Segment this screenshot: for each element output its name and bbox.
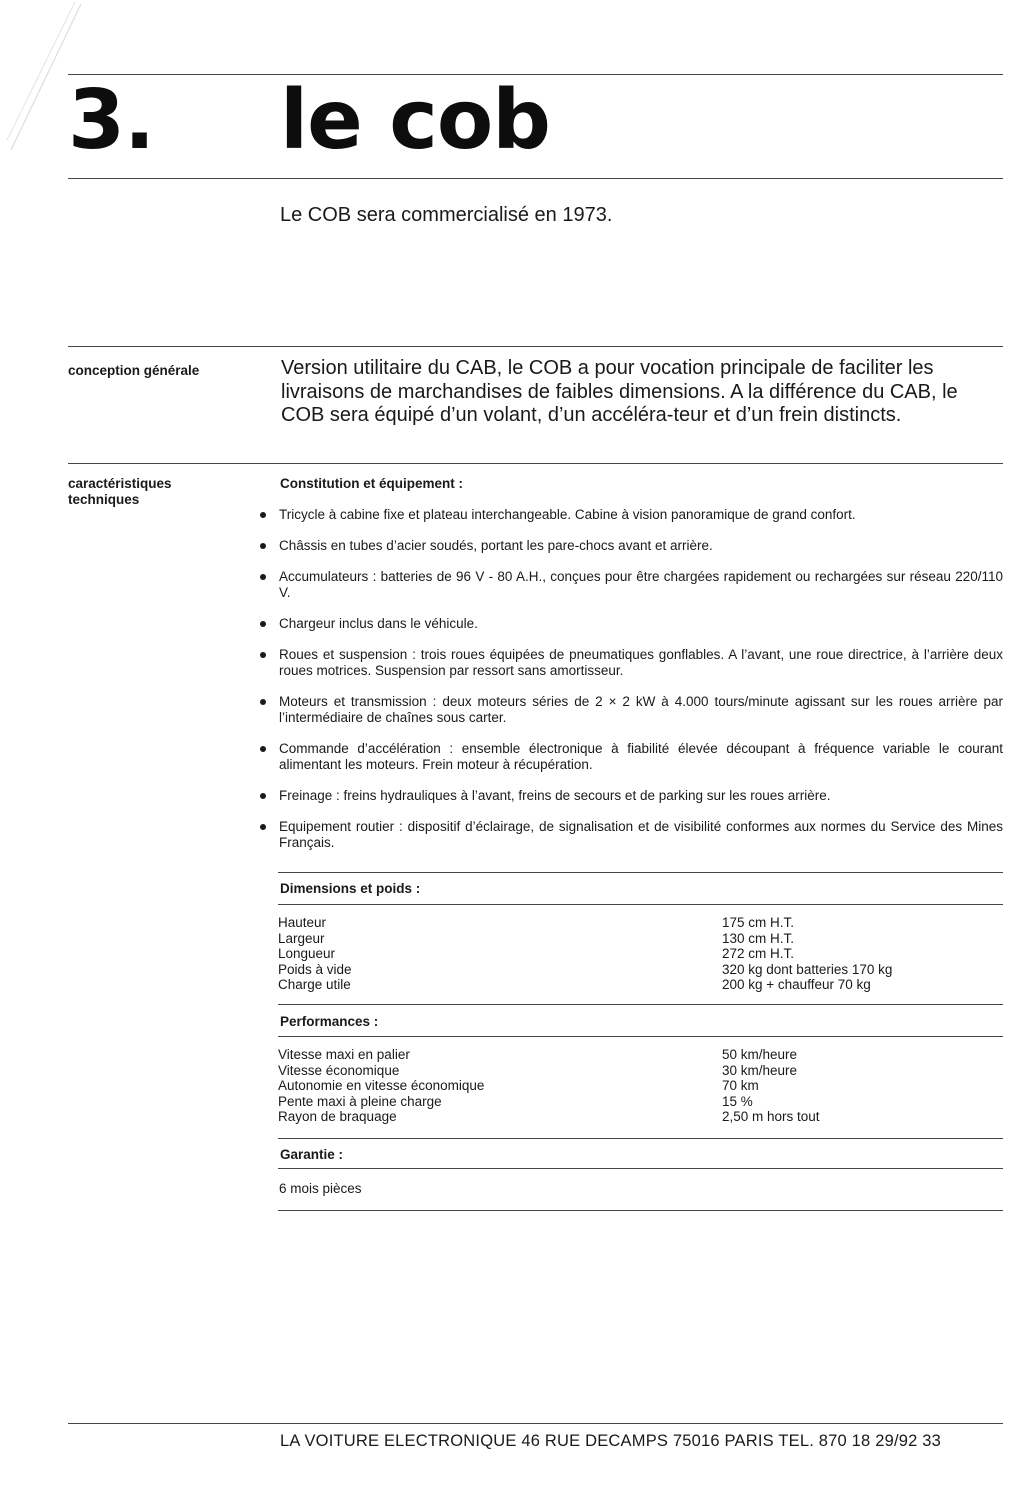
row-label: Rayon de braquage	[278, 1109, 397, 1124]
table-row	[278, 1109, 1003, 1125]
list-item-text: Chargeur inclus dans le véhicule.	[279, 616, 478, 631]
table-row	[278, 1047, 1003, 1063]
footer-address: LA VOITURE ELECTRONIQUE 46 RUE DECAMPS 75016 PARIS TEL. 870 18 29/92 33	[280, 1432, 942, 1450]
section-number: 3.	[68, 73, 155, 168]
garantie-head-rule	[278, 1168, 1003, 1169]
dimensions-heading: Dimensions et poids :	[280, 881, 421, 896]
table-row	[278, 915, 1003, 931]
garantie-bottom-rule	[278, 1210, 1003, 1211]
intro-text: Le COB sera commercialisé en 1973.	[280, 204, 613, 226]
table-row	[278, 1094, 1003, 1110]
performances-head-rule	[278, 1036, 1003, 1037]
table-row	[278, 931, 1003, 947]
list-item	[258, 538, 1003, 554]
list-item-text: Châssis en tubes d’acier soudés, portant les pare-chocs avant et arrière.	[279, 538, 713, 553]
dimensions-table	[278, 915, 1003, 993]
row-value: 272 cm H.T.	[722, 946, 795, 961]
list-item	[258, 819, 1003, 851]
page-title: le cob	[280, 73, 550, 168]
bullet-icon	[260, 824, 266, 830]
row-label: Vitesse économique	[278, 1062, 400, 1078]
caracteristiques-label-line2: techniques	[68, 492, 140, 507]
constitution-heading: Constitution et équipement :	[280, 476, 463, 491]
row-value: 50 km/heure	[722, 1047, 798, 1062]
header-bottom-rule	[68, 178, 1003, 179]
bullet-icon	[260, 543, 266, 549]
row-value: 130 cm H.T.	[722, 930, 795, 946]
row-value: 70 km	[722, 1078, 759, 1093]
row-value: 30 km/heure	[722, 1062, 798, 1078]
table-row	[278, 1078, 1003, 1094]
bullet-icon	[260, 574, 266, 580]
list-item-text: Equipement routier : dispositif d’éclairage, de signalisation et de visibilité conformes aux normes du Service des Mines Français.	[279, 819, 1003, 850]
conception-text: Version utilitaire du CAB, le COB a pour vocation principale de faciliter les livraisons de marchandises de faibles dimensions. A la différence du CAB, le COB sera équipé d’un volant, d’un accéléra-teur et d’un frein distincts.	[281, 357, 958, 426]
list-item	[258, 647, 1003, 679]
row-label: Poids à vide	[278, 961, 352, 977]
equipment-list	[258, 507, 1003, 866]
dimensions-head-rule	[278, 904, 1003, 905]
bullet-icon	[260, 699, 266, 705]
list-item-text: Roues et suspension : trois roues équipées de pneumatiques gonflables. A l’avant, une roue directrice, à l’arrière deux roues motrices. Suspension par ressort sans amortisseur.	[279, 647, 1003, 678]
row-label: Charge utile	[278, 977, 351, 992]
row-label: Pente maxi à pleine charge	[278, 1093, 442, 1109]
list-item	[258, 616, 1003, 632]
caracteristiques-label	[68, 476, 172, 508]
caracteristiques-label-line1: caractéristiques	[68, 476, 172, 491]
row-value: 15 %	[722, 1093, 753, 1109]
row-value: 2,50 m hors tout	[722, 1109, 820, 1124]
dimensions-top-rule	[278, 872, 1003, 873]
row-label: Vitesse maxi en palier	[278, 1047, 410, 1062]
performances-top-rule	[278, 1004, 1003, 1005]
conception-rule	[68, 346, 1003, 347]
bullet-icon	[260, 621, 266, 627]
list-item	[258, 741, 1003, 773]
row-value: 200 kg + chauffeur 70 kg	[722, 977, 871, 992]
garantie-text: 6 mois pièces	[279, 1181, 362, 1196]
row-value: 175 cm H.T.	[722, 915, 795, 930]
list-item	[258, 507, 1003, 523]
caracteristiques-rule	[68, 463, 1003, 464]
list-item	[258, 694, 1003, 726]
row-label: Longueur	[278, 946, 336, 961]
list-item-text: Freinage : freins hydrauliques à l’avant, freins de secours et de parking sur les roues arrière.	[279, 788, 831, 803]
conception-label: conception générale	[68, 363, 200, 378]
table-row	[278, 962, 1003, 978]
row-label: Largeur	[278, 930, 325, 946]
bullet-icon	[260, 652, 266, 658]
bullet-icon	[260, 746, 266, 752]
row-value: 320 kg dont batteries 170 kg	[722, 961, 893, 977]
bullet-icon	[260, 793, 266, 799]
table-row	[278, 1063, 1003, 1079]
table-row	[278, 946, 1003, 962]
list-item-text: Accumulateurs : batteries de 96 V - 80 A.H., conçues pour être chargées rapidement ou rechargées sur réseau 220/110 V.	[279, 569, 1003, 600]
table-row	[278, 977, 1003, 993]
row-label: Autonomie en vitesse économique	[278, 1078, 485, 1093]
performances-table	[278, 1047, 1003, 1125]
bullet-icon	[260, 512, 266, 518]
garantie-top-rule	[278, 1138, 1003, 1139]
list-item-text: Tricycle à cabine fixe et plateau interchangeable. Cabine à vision panoramique de grand confort.	[279, 507, 856, 522]
garantie-heading: Garantie :	[280, 1147, 344, 1162]
list-item	[258, 788, 1003, 804]
performances-heading: Performances :	[280, 1014, 379, 1029]
footer-rule	[68, 1423, 1003, 1424]
list-item	[258, 569, 1003, 601]
list-item-text: Commande d’accélération : ensemble électronique à fiabilité élevée découpant à fréquence variable le courant alimentant les moteurs. Frein moteur à récupération.	[279, 741, 1003, 772]
row-label: Hauteur	[278, 915, 327, 930]
list-item-text: Moteurs et transmission : deux moteurs séries de 2 × 2 kW à 4.000 tours/minute agissant sur les roues arrière par l’intermédiaire de chaînes sous carter.	[279, 694, 1003, 725]
